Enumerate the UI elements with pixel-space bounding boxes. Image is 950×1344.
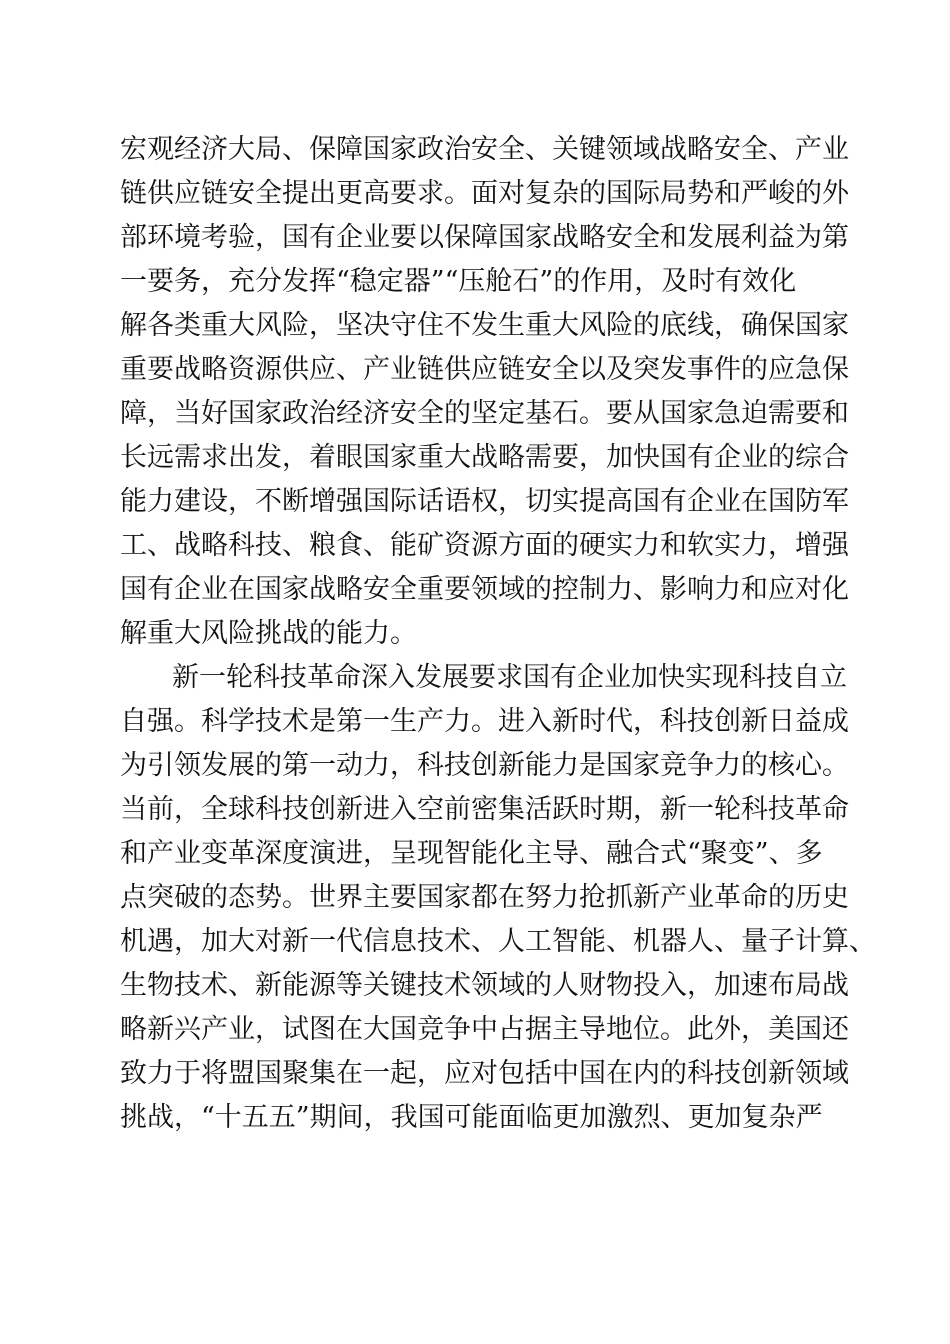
text-line-18: 点突破的态势。世界主要国家都在努力抢抓新产业革命的历史 bbox=[120, 882, 849, 913]
text-line-23: 挑战，“十五五”期间，我国可能面临更加激烈、更加复杂严 bbox=[120, 1102, 823, 1133]
text-line-15: 为引领发展的第一动力，科技创新能力是国家竞争力的核心。 bbox=[120, 750, 849, 781]
text-line-1: 宏观经济大局、保障国家政治安全、关键领域战略安全、产业 bbox=[120, 134, 849, 165]
text-line-10: 工、战略科技、粮食、能矿资源方面的硬实力和软实力，增强 bbox=[120, 530, 849, 561]
text-line-17: 和产业变革深度演进，呈现智能化主导、融合式“聚变”、多 bbox=[120, 838, 823, 869]
text-line-16: 当前，全球科技创新进入空前密集活跃时期，新一轮科技革命 bbox=[120, 794, 849, 825]
text-line-12: 解重大风险挑战的能力。 bbox=[120, 618, 417, 649]
text-line-21: 略新兴产业，试图在大国竞争中占据主导地位。此外，美国还 bbox=[120, 1014, 849, 1045]
text-line-6: 重要战略资源供应、产业链供应链安全以及突发事件的应急保 bbox=[120, 354, 849, 385]
text-line-14: 自强。科学技术是第一生产力。进入新时代，科技创新日益成 bbox=[120, 706, 849, 737]
text-line-8: 长远需求出发，着眼国家重大战略需要，加快国有企业的综合 bbox=[120, 442, 849, 473]
text-line-20: 生物技术、新能源等关键技术领域的人财物投入，加速布局战 bbox=[120, 970, 849, 1001]
text-line-7: 障，当好国家政治经济安全的坚定基石。要从国家急迫需要和 bbox=[120, 398, 849, 429]
text-line-9: 能力建设，不断增强国际话语权，切实提高国有企业在国防军 bbox=[120, 486, 849, 517]
text-line-3: 部环境考验，国有企业要以保障国家战略安全和发展利益为第 bbox=[120, 222, 849, 253]
paragraph-2-first-line: 新一轮科技革命深入发展要求国有企业加快实现科技自立 bbox=[172, 662, 847, 693]
text-line-22: 致力于将盟国聚集在一起，应对包括中国在内的科技创新领域 bbox=[120, 1058, 849, 1089]
text-line-5: 解各类重大风险，坚决守住不发生重大风险的底线，确保国家 bbox=[120, 310, 849, 341]
text-line-11: 国有企业在国家战略安全重要领域的控制力、影响力和应对化 bbox=[120, 574, 849, 605]
text-line-4: 一要务，充分发挥“稳定器”“压舱石”的作用，及时有效化 bbox=[120, 266, 797, 297]
text-line-2: 链供应链安全提出更高要求。面对复杂的国际局势和严峻的外 bbox=[120, 178, 849, 209]
text-line-19: 机遇，加大对新一代信息技术、人工智能、机器人、量子计算、 bbox=[120, 926, 876, 957]
